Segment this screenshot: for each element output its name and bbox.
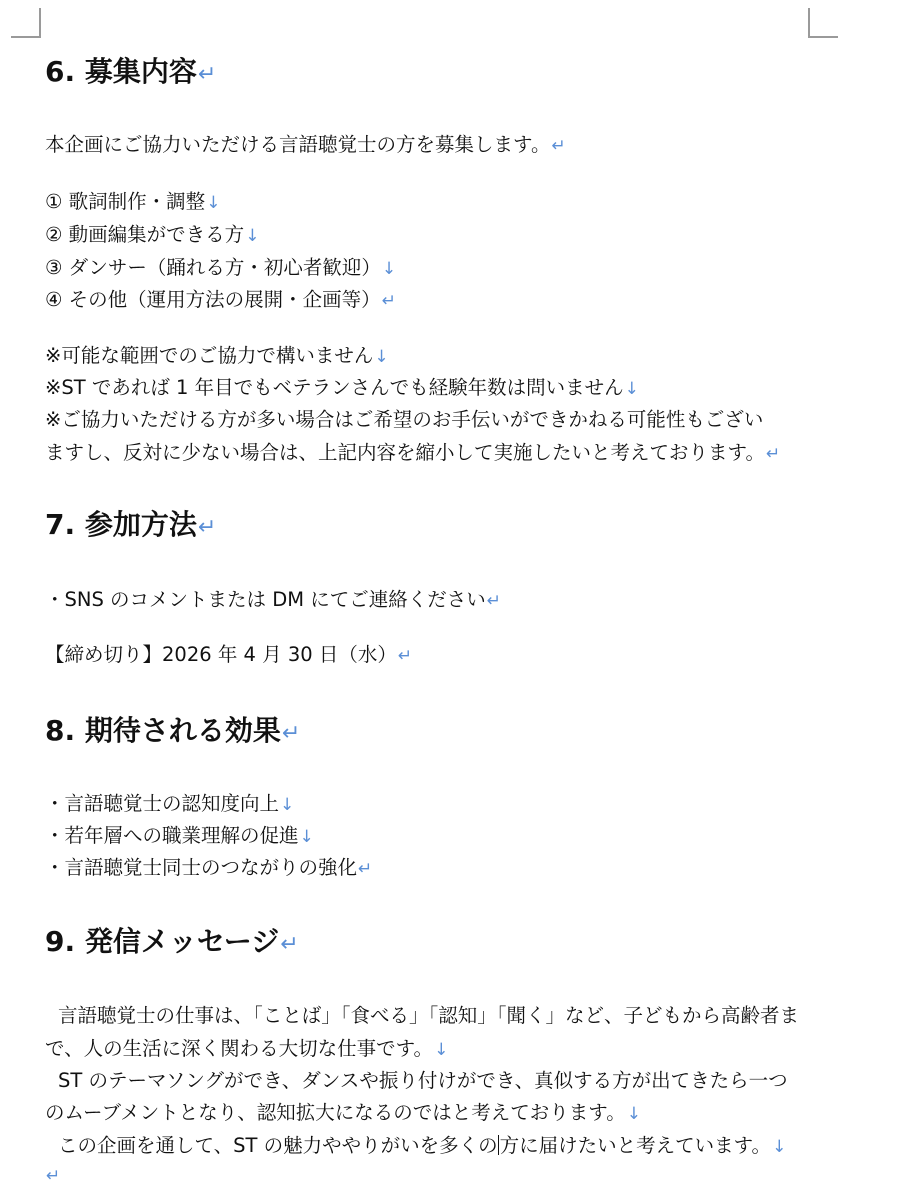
recruit-note-text: ますし、反対に少ない場合は、上記内容を縮小して実施したいと考えております。 — [45, 441, 765, 464]
participation-deadline — [45, 645, 412, 665]
paragraph-mark-icon: ↵ — [280, 932, 299, 957]
page-corner-mark-top-left — [11, 8, 41, 38]
recruit-note — [45, 410, 763, 430]
recruit-item-text: ① 歌詞制作・調整 — [45, 190, 206, 213]
line-break-mark-icon: ↓ — [772, 1137, 787, 1157]
line-break-mark-icon: ↓ — [206, 193, 221, 213]
message-line-text: のムーブメントとなり、認知拡大になるのではと考えております。 — [45, 1101, 626, 1124]
paragraph-mark-icon: ↵ — [765, 444, 781, 464]
line-break-mark-icon: ↓ — [299, 827, 314, 847]
recruit-note — [45, 346, 389, 366]
effects-item — [45, 826, 314, 846]
recruit-item-text: ② 動画編集ができる方 — [45, 223, 245, 246]
paragraph-mark-icon: ↵ — [197, 62, 217, 87]
section-heading-participation — [45, 508, 217, 541]
message-line — [45, 1039, 448, 1059]
line-break-mark-icon: ↓ — [280, 795, 295, 815]
text-cursor — [498, 1135, 499, 1155]
empty-paragraph[interactable] — [45, 1166, 60, 1185]
recruit-item — [45, 290, 396, 310]
message-line — [45, 1103, 641, 1123]
effects-item — [45, 794, 294, 814]
section-heading-participation-text: 7. 参加方法 — [45, 508, 197, 541]
effects-item-text: ・言語聴覚士同士のつながりの強化 — [45, 856, 358, 879]
recruit-note-text: ※可能な範囲でのご協力で構いません — [45, 344, 374, 367]
page-corner-mark-top-right — [808, 8, 838, 38]
section-heading-message — [45, 925, 299, 958]
paragraph-mark-icon: ↵ — [197, 515, 217, 540]
paragraph-mark-icon: ↵ — [381, 291, 396, 311]
section-heading-recruit-text: 6. 募集内容 — [45, 55, 197, 88]
line-break-mark-icon: ↓ — [245, 226, 260, 246]
section-heading-recruit — [45, 55, 217, 88]
paragraph-mark-icon: ↵ — [46, 1166, 61, 1186]
paragraph-mark-icon: ↵ — [281, 721, 301, 746]
paragraph-mark-icon: ↵ — [358, 859, 373, 879]
line-break-mark-icon: ↓ — [624, 379, 639, 399]
message-line — [58, 1006, 799, 1026]
recruit-intro — [45, 135, 566, 155]
message-line-text: で、人の生活に深く関わる大切な仕事です。 — [45, 1037, 434, 1060]
section-heading-message-text: 9. 発信メッセージ — [45, 925, 280, 958]
message-line — [58, 1071, 788, 1091]
recruit-note-text: ※ST であれば 1 年目でもベテランさんでも経験年数は問いません — [45, 376, 624, 399]
line-break-mark-icon: ↓ — [626, 1104, 641, 1124]
message-line-text: この企画を通して、ST の魅力ややりがいを多くの — [58, 1134, 498, 1157]
line-break-mark-icon: ↓ — [381, 259, 397, 279]
section-heading-effects-text: 8. 期待される効果 — [45, 714, 281, 747]
recruit-item-text: ③ ダンサー（踊れる方・初心者歓迎） — [45, 256, 381, 279]
recruit-note — [45, 443, 780, 463]
recruit-intro-text: 本企画にご協力いただける言語聴覚士の方を募集します。 — [45, 133, 551, 156]
participation-method-text: ・SNS のコメントまたは DM にてご連絡ください — [45, 588, 486, 611]
message-line-text: 方に届けたいと考えています。 — [499, 1134, 772, 1157]
line-break-mark-icon: ↓ — [434, 1040, 449, 1060]
paragraph-mark-icon: ↵ — [486, 591, 502, 611]
line-break-mark-icon: ↓ — [374, 347, 389, 367]
recruit-item — [45, 258, 396, 278]
effects-item-text: ・言語聴覚士の認知度向上 — [45, 792, 280, 815]
participation-deadline-text: 【締め切り】2026 年 4 月 30 日（水） — [45, 643, 397, 666]
effects-item — [45, 858, 372, 878]
recruit-item — [45, 225, 259, 245]
message-line-text: ST のテーマソングができ、ダンスや振り付けができ、真似する方が出てきたら一つ — [58, 1069, 788, 1092]
recruit-note — [45, 378, 639, 398]
recruit-item-text: ④ その他（運用方法の展開・企画等） — [45, 288, 381, 311]
recruit-note-text: ※ご協力いただける方が多い場合はご希望のお手伝いができかねる可能性もござい — [45, 408, 764, 431]
paragraph-mark-icon: ↵ — [551, 136, 566, 156]
recruit-item — [45, 192, 220, 212]
participation-method — [45, 590, 501, 610]
effects-item-text: ・若年層への職業理解の促進 — [45, 824, 299, 847]
message-line — [58, 1135, 786, 1156]
section-heading-effects — [45, 714, 301, 747]
message-line-text: 言語聴覚士の仕事は、「ことば」「食べる」「認知」「聞く」など、子どもから高齢者ま — [58, 1004, 800, 1027]
paragraph-mark-icon: ↵ — [397, 646, 413, 666]
